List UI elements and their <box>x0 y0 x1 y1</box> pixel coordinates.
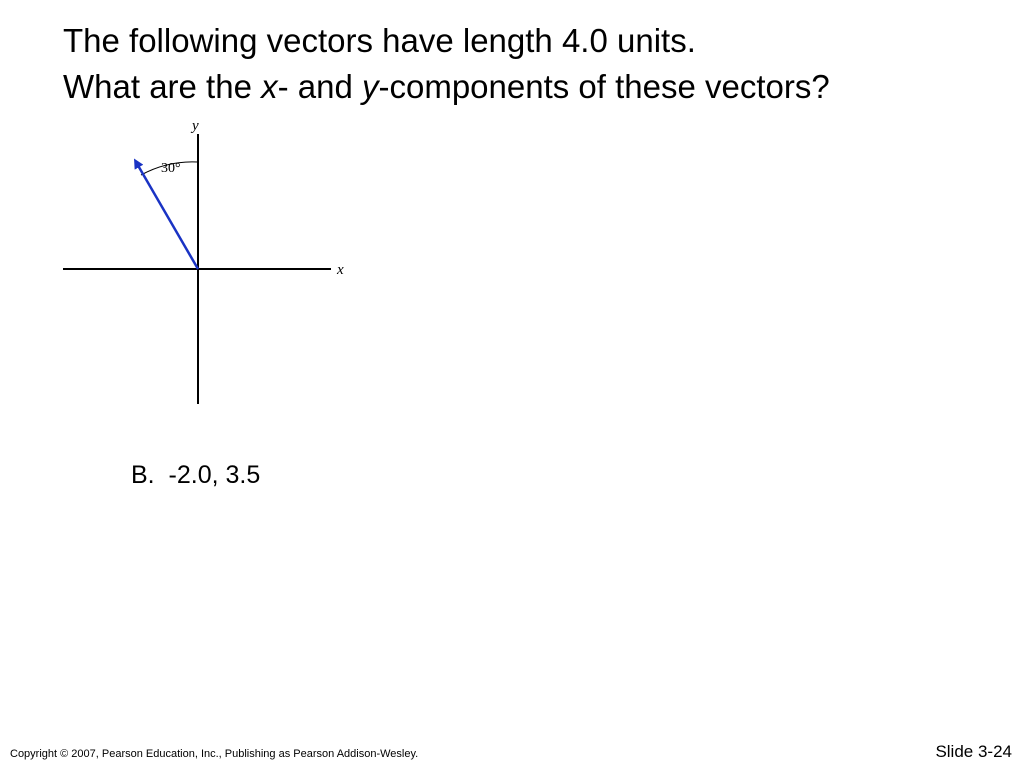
slide-number: Slide 3-24 <box>935 742 1012 761</box>
title-line-2-end: -components of these vectors? <box>378 68 830 105</box>
copyright-notice: Copyright © 2007, Pearson Education, Inc., Publishing as Pearson Addison-Wesley. <box>10 748 419 760</box>
title-line-2-middle: - and <box>277 68 362 105</box>
answer-choice <box>131 458 260 492</box>
title-x-variable: x <box>261 68 278 105</box>
title-y-variable: y <box>362 68 379 105</box>
answer-value: -2.0, 3.5 <box>168 461 261 489</box>
x-axis-label: x <box>337 262 344 278</box>
y-axis-label: y <box>192 118 199 134</box>
title-line-2-start: What are the <box>63 68 262 105</box>
title-line-1: The following vectors have length 4.0 units. <box>63 22 696 59</box>
vector-arrow <box>136 162 198 269</box>
answer-letter: B. <box>131 461 155 489</box>
angle-label: 30° <box>161 161 181 176</box>
